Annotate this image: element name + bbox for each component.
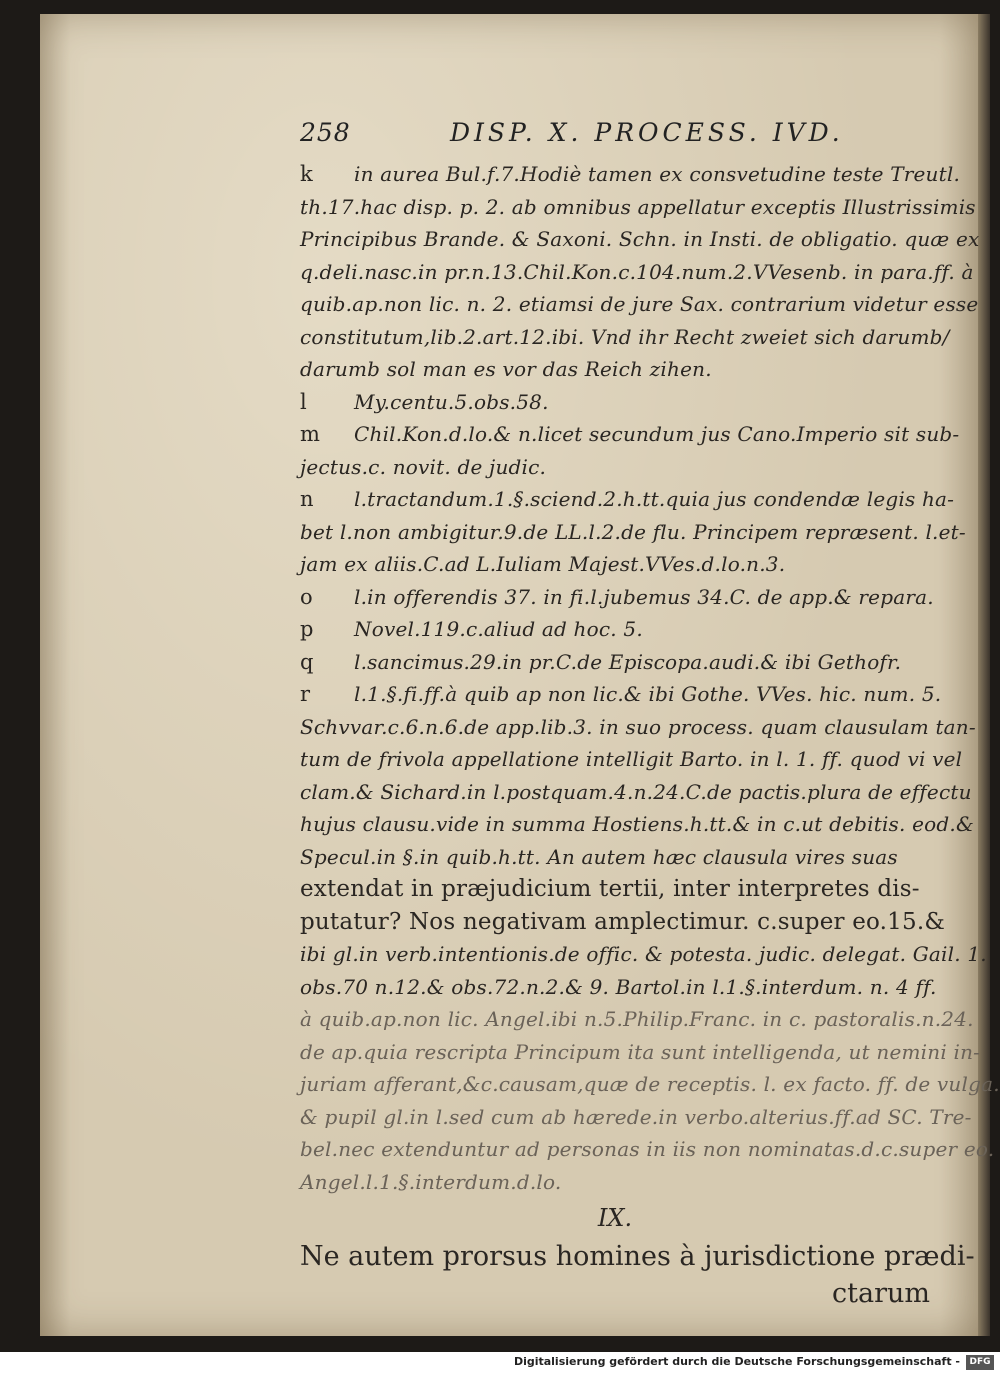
text-line (300, 743, 963, 776)
line-text: Specul.in §.in quib.h.tt. An autem hæc clausula vires suas (300, 844, 898, 869)
text-line (300, 516, 966, 549)
page-number: 258 (300, 118, 351, 147)
footnote-marker: l (300, 389, 307, 414)
text-line (300, 418, 960, 451)
text-line (300, 223, 980, 256)
line-text: putatur? Nos negativam amplectimur. c.super eo.15.& (300, 908, 946, 935)
text-line (300, 1166, 930, 1199)
line-text: hujus clausu.vide in summa Hostiens.h.tt.& in c.ut debitis. eod.& (300, 812, 974, 836)
line-text: bel.nec extenduntur ad personas in iis non nominatas.d.c.super eo. (300, 1137, 995, 1161)
line-text: Principibus Brande. & Saxoni. Schn. in Insti. de obligatio. quæ ex (300, 227, 980, 251)
footer-credit: Digitalisierung gefördert durch die Deutsche Forschungsgemeinschaft - (513, 1355, 960, 1368)
text-line (300, 613, 930, 646)
running-head: DISP. X. PROCESS. IVD. (450, 118, 844, 147)
text-line (300, 971, 937, 1004)
text-line (300, 873, 930, 906)
line-text: Novel.119.c.aliud ad hoc. 5. (354, 617, 643, 641)
text-line (300, 1101, 972, 1134)
text-line (300, 711, 976, 744)
line-text: quib.ap.non lic. n. 2. etiamsi de jure Sax. contrarium videtur esse (300, 292, 979, 316)
footnote-marker: p (300, 617, 314, 641)
line-text: tum de frivola appellatione intelligit Barto. in l. 1. ff. quod vi vel (300, 747, 963, 771)
text-line (300, 158, 961, 191)
line-text: constitutum,lib.2.art.12.ibi. Vnd ihr Recht zweiet sich darumb/ (300, 324, 950, 349)
text-line (300, 581, 934, 614)
line-text: Chil.Kon.d.lo.& n.licet secundum jus Cano.Imperio sit sub- (354, 422, 960, 446)
catchword: ctarum (832, 1278, 930, 1309)
text-line (300, 938, 987, 971)
text-line (300, 548, 930, 581)
line-text: in aurea Bul.f.7.Hodiè tamen ex consvetudine teste Treutl. (354, 162, 961, 186)
line-text: Schvvar.c.6.n.6.de app.lib.3. in suo process. quam clausulam tan- (300, 714, 976, 739)
text-line (300, 386, 930, 419)
text-line (300, 451, 930, 484)
footnote-marker: r (300, 682, 311, 706)
text-line (300, 256, 974, 289)
line-text: Angel.l.1.§.interdum.d.lo. (300, 1169, 562, 1194)
footnote-marker: m (300, 422, 321, 446)
line-text: & pupil gl.in l.sed cum ab hærede.in verbo.alterius.ff.ad SC. Tre- (300, 1104, 972, 1129)
footnote-marker: k (300, 162, 313, 186)
text-line (300, 288, 979, 321)
line-text: l.sancimus.29.in pr.C.de Episcopa.audi.& ibi Gethofr. (354, 649, 902, 674)
footer-bar (0, 1352, 1000, 1374)
text-line (300, 1133, 995, 1166)
line-text: bet l.non ambigitur.9.de LL.l.2.de flu. Principem repræsent. l.et- (300, 519, 966, 544)
text-line (300, 353, 930, 386)
line-text: l.tractandum.1.§.sciend.2.h.tt.quia jus condendæ legis ha- (354, 487, 955, 511)
footnote-marker: q (300, 649, 314, 674)
dfg-logo: DFG (966, 1355, 994, 1370)
text-line (300, 321, 950, 354)
text-line (300, 841, 930, 874)
page-text (300, 158, 1000, 1312)
text-line (300, 1068, 1000, 1101)
line-text: ibi gl.in verb.intentionis.de offic. & potesta. judic. delegat. Gail. 1. (300, 942, 987, 966)
text-line (300, 1036, 981, 1069)
section-number: IX. (597, 1204, 633, 1232)
line-text: l.in offerendis 37. in fi.l.jubemus 34.C. de app.& repara. (354, 584, 934, 609)
line-text: juriam afferant,&c.causam,quæ de receptis. l. ex facto. ff. de vulga. (300, 1072, 1000, 1096)
body-text-line: Ne autem prorsus homines à jurisdictione prædi- (300, 1241, 975, 1272)
line-text: jectus.c. novit. de judic. (300, 454, 547, 479)
line-text: darumb sol man es vor das Reich zihen. (300, 357, 712, 381)
text-line (300, 776, 972, 809)
line-text: jam ex aliis.C.ad L.Iuliam Majest.VVes.d.lo.n.3. (300, 552, 786, 576)
text-line (300, 906, 946, 939)
text-line (300, 191, 976, 224)
text-line (300, 646, 930, 679)
line-text: à quib.ap.non lic. Angel.ibi n.5.Philip.Franc. in c. pastoralis.n.24. (300, 1007, 974, 1031)
text-line (300, 808, 974, 841)
line-text: de ap.quia rescripta Principum ita sunt intelligenda, ut nemini in- (300, 1039, 981, 1064)
line-text: l.1.§.fi.ff.à quib ap non lic.& ibi Gothe. VVes. hic. num. 5. (354, 682, 942, 706)
line-text: q.deli.nasc.in pr.n.13.Chil.Kon.c.104.num.2.VVesenb. in para.ff. à (300, 259, 974, 284)
text-line (300, 1003, 974, 1036)
text-line (300, 483, 955, 516)
text-line (300, 678, 942, 711)
line-text: My.centu.5.obs.58. (354, 389, 549, 414)
footnote-lines (300, 158, 1000, 1198)
page-header (300, 118, 920, 154)
line-text: extendat in præjudicium tertii, inter interpretes dis- (300, 876, 920, 902)
line-text: obs.70 n.12.& obs.72.n.2.& 9. Bartol.in l.1.§.interdum. n. 4 ff. (300, 974, 937, 999)
line-text: clam.& Sichard.in l.postquam.4.n.24.C.de pactis.plura de effectu (300, 779, 972, 804)
footnote-marker: o (300, 584, 313, 609)
footnote-marker: n (300, 487, 314, 511)
line-text: th.17.hac disp. p. 2. ab omnibus appellatur exceptis Illustrissimis (300, 194, 976, 219)
